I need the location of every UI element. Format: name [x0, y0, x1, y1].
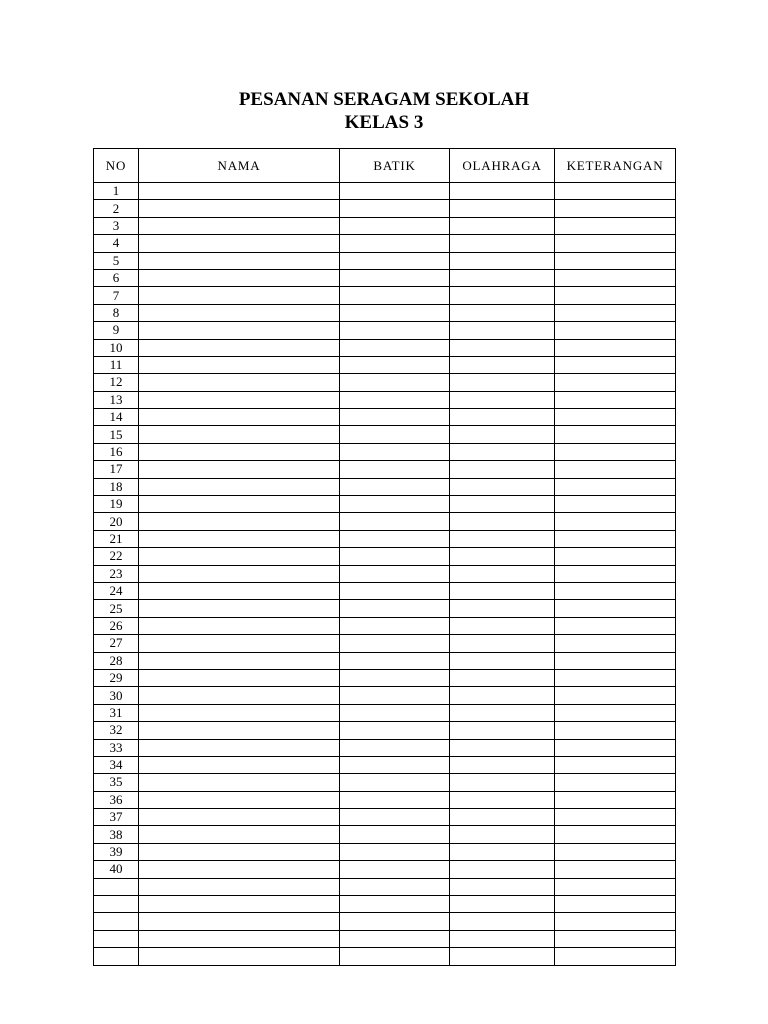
table-row [94, 930, 676, 947]
table-row [94, 826, 676, 843]
cell-olahraga[interactable] [450, 739, 555, 756]
cell-nama[interactable] [139, 409, 340, 426]
cell-nama[interactable] [139, 443, 340, 460]
cell-olahraga[interactable] [450, 304, 555, 321]
cell-nama[interactable] [139, 878, 340, 895]
cell-keterangan[interactable] [555, 409, 676, 426]
cell-keterangan[interactable] [555, 391, 676, 408]
cell-olahraga[interactable] [450, 617, 555, 634]
cell-olahraga[interactable] [450, 722, 555, 739]
table-row [94, 530, 676, 547]
cell-no: 17 [94, 461, 139, 478]
cell-no: 22 [94, 548, 139, 565]
cell-keterangan[interactable] [555, 635, 676, 652]
cell-nama[interactable] [139, 252, 340, 269]
cell-batik[interactable] [340, 235, 450, 252]
cell-nama[interactable] [139, 461, 340, 478]
table-row [94, 304, 676, 321]
cell-no: 30 [94, 687, 139, 704]
cell-batik[interactable] [340, 826, 450, 843]
table-row [94, 443, 676, 460]
cell-no: 29 [94, 669, 139, 686]
cell-batik[interactable] [340, 530, 450, 547]
table-row [94, 461, 676, 478]
cell-no: 40 [94, 861, 139, 878]
cell-nama[interactable] [139, 304, 340, 321]
column-header-nama: NAMA [139, 149, 340, 183]
cell-batik[interactable] [340, 861, 450, 878]
cell-keterangan[interactable] [555, 600, 676, 617]
cell-olahraga[interactable] [450, 652, 555, 669]
table-row [94, 496, 676, 513]
cell-batik[interactable] [340, 339, 450, 356]
cell-no: 27 [94, 635, 139, 652]
table-row [94, 582, 676, 599]
table-row [94, 722, 676, 739]
cell-no: 7 [94, 287, 139, 304]
cell-keterangan[interactable] [555, 217, 676, 234]
cell-batik[interactable] [340, 791, 450, 808]
cell-batik[interactable] [340, 756, 450, 773]
cell-olahraga[interactable] [450, 339, 555, 356]
cell-no: 24 [94, 582, 139, 599]
cell-no: 14 [94, 409, 139, 426]
cell-keterangan[interactable] [555, 304, 676, 321]
table-row [94, 287, 676, 304]
table-row [94, 878, 676, 895]
cell-no: 8 [94, 304, 139, 321]
cell-no: 37 [94, 809, 139, 826]
cell-keterangan[interactable] [555, 461, 676, 478]
cell-nama[interactable] [139, 687, 340, 704]
cell-no: 16 [94, 443, 139, 460]
cell-olahraga[interactable] [450, 409, 555, 426]
cell-batik[interactable] [340, 478, 450, 495]
cell-keterangan[interactable] [555, 322, 676, 339]
cell-keterangan[interactable] [555, 200, 676, 217]
cell-olahraga[interactable] [450, 635, 555, 652]
cell-batik[interactable] [340, 269, 450, 286]
cell-nama[interactable] [139, 843, 340, 860]
cell-no: 33 [94, 739, 139, 756]
cell-keterangan[interactable] [555, 722, 676, 739]
table-row [94, 861, 676, 878]
cell-batik[interactable] [340, 774, 450, 791]
cell-olahraga[interactable] [450, 252, 555, 269]
cell-keterangan[interactable] [555, 826, 676, 843]
cell-keterangan[interactable] [555, 913, 676, 930]
cell-olahraga[interactable] [450, 669, 555, 686]
cell-olahraga[interactable] [450, 391, 555, 408]
cell-nama[interactable] [139, 930, 340, 947]
cell-batik[interactable] [340, 391, 450, 408]
cell-nama[interactable] [139, 826, 340, 843]
cell-olahraga[interactable] [450, 878, 555, 895]
table-row [94, 409, 676, 426]
table-row [94, 809, 676, 826]
table-row [94, 478, 676, 495]
cell-olahraga[interactable] [450, 756, 555, 773]
cell-batik[interactable] [340, 183, 450, 200]
column-header-no: NO [94, 149, 139, 183]
column-header-keterangan: KETERANGAN [555, 149, 676, 183]
cell-batik[interactable] [340, 252, 450, 269]
cell-no: 18 [94, 478, 139, 495]
table-body [94, 183, 676, 966]
table-row [94, 617, 676, 634]
cell-batik[interactable] [340, 948, 450, 965]
table-row [94, 235, 676, 252]
cell-batik[interactable] [340, 739, 450, 756]
cell-nama[interactable] [139, 756, 340, 773]
cell-batik[interactable] [340, 722, 450, 739]
cell-olahraga[interactable] [450, 374, 555, 391]
cell-olahraga[interactable] [450, 565, 555, 582]
cell-keterangan[interactable] [555, 565, 676, 582]
cell-olahraga[interactable] [450, 826, 555, 843]
cell-nama[interactable] [139, 652, 340, 669]
cell-nama[interactable] [139, 322, 340, 339]
cell-olahraga[interactable] [450, 287, 555, 304]
cell-nama[interactable] [139, 600, 340, 617]
cell-batik[interactable] [340, 409, 450, 426]
cell-olahraga[interactable] [450, 478, 555, 495]
cell-keterangan[interactable] [555, 478, 676, 495]
cell-batik[interactable] [340, 582, 450, 599]
cell-nama[interactable] [139, 774, 340, 791]
cell-no: 26 [94, 617, 139, 634]
cell-batik[interactable] [340, 443, 450, 460]
cell-nama[interactable] [139, 617, 340, 634]
cell-batik[interactable] [340, 374, 450, 391]
cell-keterangan[interactable] [555, 513, 676, 530]
cell-no: 13 [94, 391, 139, 408]
cell-no: 1 [94, 183, 139, 200]
cell-nama[interactable] [139, 948, 340, 965]
cell-no [94, 930, 139, 947]
cell-olahraga[interactable] [450, 791, 555, 808]
table-row [94, 843, 676, 860]
cell-keterangan[interactable] [555, 443, 676, 460]
cell-keterangan[interactable] [555, 791, 676, 808]
cell-nama[interactable] [139, 339, 340, 356]
cell-no: 39 [94, 843, 139, 860]
table-row [94, 391, 676, 408]
cell-nama[interactable] [139, 391, 340, 408]
cell-olahraga[interactable] [450, 217, 555, 234]
column-header-olahraga: OLAHRAGA [450, 149, 555, 183]
cell-no: 35 [94, 774, 139, 791]
cell-nama[interactable] [139, 582, 340, 599]
cell-olahraga[interactable] [450, 461, 555, 478]
cell-nama[interactable] [139, 896, 340, 913]
cell-olahraga[interactable] [450, 843, 555, 860]
cell-nama[interactable] [139, 183, 340, 200]
table-row [94, 200, 676, 217]
cell-nama[interactable] [139, 200, 340, 217]
cell-keterangan[interactable] [555, 704, 676, 721]
cell-batik[interactable] [340, 287, 450, 304]
table-row [94, 739, 676, 756]
cell-keterangan[interactable] [555, 183, 676, 200]
cell-keterangan[interactable] [555, 530, 676, 547]
table-row [94, 565, 676, 582]
table-row [94, 896, 676, 913]
cell-no: 31 [94, 704, 139, 721]
cell-nama[interactable] [139, 287, 340, 304]
cell-keterangan[interactable] [555, 739, 676, 756]
cell-nama[interactable] [139, 478, 340, 495]
cell-olahraga[interactable] [450, 861, 555, 878]
cell-nama[interactable] [139, 635, 340, 652]
column-header-batik: BATIK [340, 149, 450, 183]
cell-olahraga[interactable] [450, 548, 555, 565]
cell-nama[interactable] [139, 791, 340, 808]
cell-nama[interactable] [139, 426, 340, 443]
cell-olahraga[interactable] [450, 704, 555, 721]
cell-no: 15 [94, 426, 139, 443]
cell-keterangan[interactable] [555, 809, 676, 826]
cell-no: 11 [94, 356, 139, 373]
cell-olahraga[interactable] [450, 443, 555, 460]
cell-batik[interactable] [340, 548, 450, 565]
table-row [94, 687, 676, 704]
cell-olahraga[interactable] [450, 496, 555, 513]
cell-nama[interactable] [139, 235, 340, 252]
table-row [94, 252, 676, 269]
cell-olahraga[interactable] [450, 235, 555, 252]
table-row [94, 356, 676, 373]
cell-batik[interactable] [340, 843, 450, 860]
cell-keterangan[interactable] [555, 582, 676, 599]
cell-olahraga[interactable] [450, 183, 555, 200]
page-title: PESANAN SERAGAM SEKOLAH [238, 89, 530, 110]
cell-olahraga[interactable] [450, 809, 555, 826]
cell-keterangan[interactable] [555, 339, 676, 356]
table-row [94, 600, 676, 617]
cell-no: 23 [94, 565, 139, 582]
cell-batik[interactable] [340, 461, 450, 478]
cell-olahraga[interactable] [450, 200, 555, 217]
cell-no: 2 [94, 200, 139, 217]
cell-keterangan[interactable] [555, 287, 676, 304]
cell-batik[interactable] [340, 704, 450, 721]
cell-olahraga[interactable] [450, 774, 555, 791]
cell-olahraga[interactable] [450, 582, 555, 599]
cell-nama[interactable] [139, 565, 340, 582]
cell-olahraga[interactable] [450, 913, 555, 930]
cell-no: 12 [94, 374, 139, 391]
cell-no [94, 948, 139, 965]
table-row [94, 774, 676, 791]
cell-nama[interactable] [139, 809, 340, 826]
cell-keterangan[interactable] [555, 356, 676, 373]
page-subtitle: KELAS 3 [344, 112, 424, 133]
cell-olahraga[interactable] [450, 356, 555, 373]
cell-nama[interactable] [139, 722, 340, 739]
cell-nama[interactable] [139, 356, 340, 373]
cell-batik[interactable] [340, 913, 450, 930]
cell-nama[interactable] [139, 913, 340, 930]
table-row [94, 217, 676, 234]
cell-batik[interactable] [340, 200, 450, 217]
cell-nama[interactable] [139, 548, 340, 565]
cell-keterangan[interactable] [555, 617, 676, 634]
cell-olahraga[interactable] [450, 322, 555, 339]
table-row [94, 791, 676, 808]
cell-batik[interactable] [340, 617, 450, 634]
document-header [0, 88, 768, 134]
cell-nama[interactable] [139, 669, 340, 686]
cell-batik[interactable] [340, 878, 450, 895]
cell-keterangan[interactable] [555, 878, 676, 895]
cell-batik[interactable] [340, 217, 450, 234]
cell-batik[interactable] [340, 896, 450, 913]
cell-keterangan[interactable] [555, 426, 676, 443]
cell-olahraga[interactable] [450, 930, 555, 947]
cell-batik[interactable] [340, 426, 450, 443]
table-row [94, 948, 676, 965]
cell-no: 28 [94, 652, 139, 669]
cell-no: 5 [94, 252, 139, 269]
cell-keterangan[interactable] [555, 930, 676, 947]
cell-batik[interactable] [340, 496, 450, 513]
table-row [94, 548, 676, 565]
cell-batik[interactable] [340, 356, 450, 373]
cell-keterangan[interactable] [555, 374, 676, 391]
cell-nama[interactable] [139, 739, 340, 756]
cell-batik[interactable] [340, 669, 450, 686]
cell-keterangan[interactable] [555, 861, 676, 878]
cell-batik[interactable] [340, 565, 450, 582]
table-row [94, 635, 676, 652]
cell-no: 3 [94, 217, 139, 234]
table-row [94, 704, 676, 721]
cell-no: 38 [94, 826, 139, 843]
cell-keterangan[interactable] [555, 548, 676, 565]
cell-no: 25 [94, 600, 139, 617]
cell-batik[interactable] [340, 687, 450, 704]
cell-keterangan[interactable] [555, 687, 676, 704]
cell-nama[interactable] [139, 269, 340, 286]
cell-olahraga[interactable] [450, 530, 555, 547]
cell-nama[interactable] [139, 217, 340, 234]
table-row [94, 669, 676, 686]
cell-no: 6 [94, 269, 139, 286]
cell-no: 4 [94, 235, 139, 252]
cell-olahraga[interactable] [450, 513, 555, 530]
cell-nama[interactable] [139, 374, 340, 391]
cell-no: 36 [94, 791, 139, 808]
cell-keterangan[interactable] [555, 235, 676, 252]
table-row [94, 339, 676, 356]
cell-batik[interactable] [340, 513, 450, 530]
cell-batik[interactable] [340, 930, 450, 947]
cell-nama[interactable] [139, 704, 340, 721]
cell-batik[interactable] [340, 652, 450, 669]
cell-keterangan[interactable] [555, 948, 676, 965]
cell-keterangan[interactable] [555, 669, 676, 686]
cell-olahraga[interactable] [450, 600, 555, 617]
cell-batik[interactable] [340, 304, 450, 321]
cell-keterangan[interactable] [555, 496, 676, 513]
table-row [94, 652, 676, 669]
cell-keterangan[interactable] [555, 774, 676, 791]
cell-olahraga[interactable] [450, 687, 555, 704]
cell-batik[interactable] [340, 809, 450, 826]
cell-keterangan[interactable] [555, 756, 676, 773]
cell-no [94, 913, 139, 930]
cell-no [94, 896, 139, 913]
cell-keterangan[interactable] [555, 652, 676, 669]
cell-no: 34 [94, 756, 139, 773]
cell-no: 32 [94, 722, 139, 739]
cell-batik[interactable] [340, 635, 450, 652]
cell-keterangan[interactable] [555, 896, 676, 913]
table-header-row [94, 149, 676, 183]
cell-nama[interactable] [139, 513, 340, 530]
cell-nama[interactable] [139, 530, 340, 547]
table-row [94, 183, 676, 200]
table-row [94, 513, 676, 530]
cell-nama[interactable] [139, 861, 340, 878]
cell-olahraga[interactable] [450, 426, 555, 443]
table-row [94, 374, 676, 391]
cell-olahraga[interactable] [450, 269, 555, 286]
table-row [94, 756, 676, 773]
cell-no: 10 [94, 339, 139, 356]
cell-batik[interactable] [340, 322, 450, 339]
cell-no: 21 [94, 530, 139, 547]
cell-no: 9 [94, 322, 139, 339]
cell-keterangan[interactable] [555, 252, 676, 269]
cell-no [94, 878, 139, 895]
table-row [94, 322, 676, 339]
table-row [94, 269, 676, 286]
order-table [93, 148, 676, 966]
cell-keterangan[interactable] [555, 269, 676, 286]
cell-olahraga[interactable] [450, 896, 555, 913]
cell-keterangan[interactable] [555, 843, 676, 860]
cell-no: 19 [94, 496, 139, 513]
cell-nama[interactable] [139, 496, 340, 513]
table-row [94, 426, 676, 443]
cell-batik[interactable] [340, 600, 450, 617]
table-row [94, 913, 676, 930]
cell-no: 20 [94, 513, 139, 530]
cell-olahraga[interactable] [450, 948, 555, 965]
